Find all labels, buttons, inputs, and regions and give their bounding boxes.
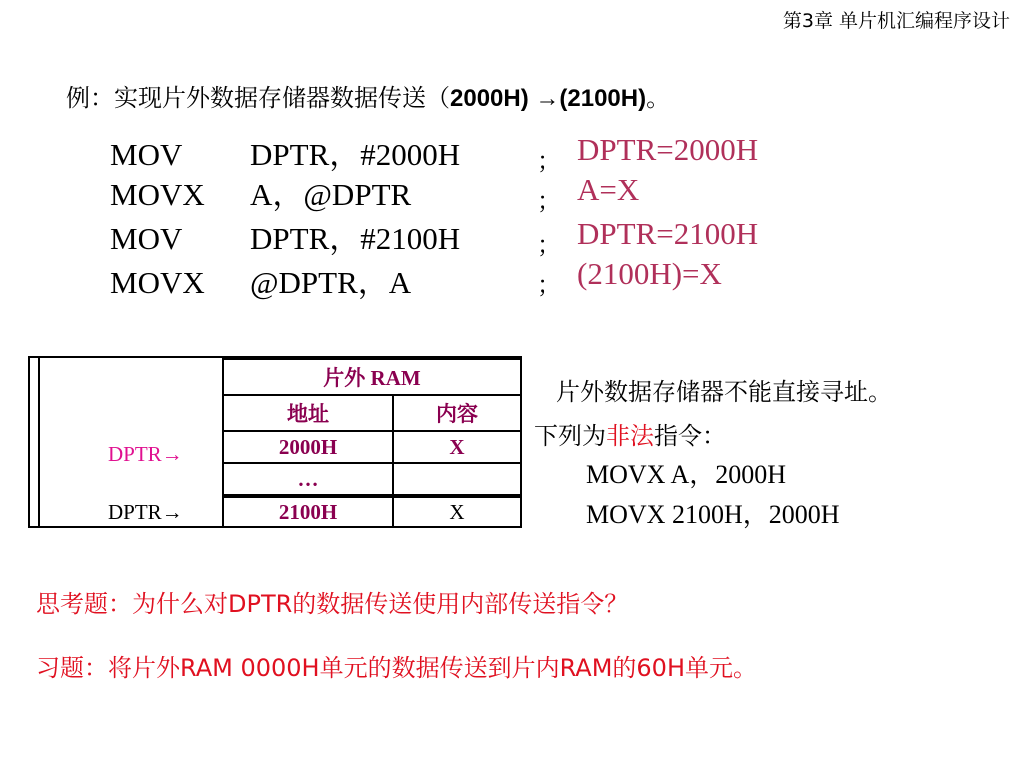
desc-line2 [534, 416, 726, 451]
code-comment-1: DPTR=2000H [577, 132, 759, 167]
ram-addr-2: … [222, 462, 394, 496]
ram-title: 片外 RAM [222, 358, 522, 396]
example-suffix: 。 [646, 84, 671, 112]
ram-col-addr: 地址 [222, 394, 394, 432]
ram-content-2 [392, 462, 522, 496]
example-prefix: 例：实现片外数据存储器数据传送（ [66, 84, 450, 112]
code-semi-1: ； [537, 147, 561, 175]
code-arg-2: A，@DPTR [250, 177, 412, 212]
code-comment-4: (2100H)=X [577, 256, 722, 291]
ram-addr-1: 2000H [222, 430, 394, 464]
ram-left-line [38, 358, 40, 526]
desc-line1: 片外数据存储器不能直接寻址。 [556, 378, 892, 406]
code-op-1: MOV [110, 137, 183, 172]
code-comment-3: DPTR=2100H [577, 216, 759, 251]
ram-content-1: X [392, 430, 522, 464]
think-question: 思考题：为什么对DPTR的数据传送使用内部传送指令？ [36, 590, 629, 618]
illegal-instruction-2: MOVX 2100H，2000H [586, 500, 840, 529]
ram-col-content: 内容 [392, 394, 522, 432]
code-op-3: MOV [110, 221, 183, 256]
code-op-2: MOVX [110, 177, 205, 212]
code-semi-2: ； [537, 187, 561, 215]
code-semi-4: ； [537, 271, 561, 299]
ram-content-3: X [392, 496, 522, 528]
dptr-pointer-1: DPTR→ [108, 442, 183, 466]
code-arg-1: DPTR，#2000H [250, 137, 461, 172]
illegal-instruction-1: MOVX A，2000H [586, 460, 787, 489]
example-title [66, 78, 670, 113]
code-comment-2: A=X [577, 172, 640, 207]
chapter-header: 第3章 单片机汇编程序设计 [782, 10, 1010, 32]
code-arg-3: DPTR，#2100H [250, 221, 461, 256]
dptr-pointer-2: DPTR→ [108, 500, 183, 524]
example-expr: 2000H) →(2100H) [450, 85, 647, 112]
code-arg-4: @DPTR，A [250, 265, 412, 300]
desc-line2-a: 下列为 [534, 422, 606, 450]
code-semi-3: ； [537, 231, 561, 259]
exercise: 习题：将片外RAM 0000H单元的数据传送到片内RAM的60H单元。 [36, 654, 757, 682]
desc-line2-c: 指令： [654, 422, 726, 450]
ram-addr-3: 2100H [222, 496, 394, 528]
desc-illegal: 非法 [606, 422, 654, 450]
code-op-4: MOVX [110, 265, 205, 300]
